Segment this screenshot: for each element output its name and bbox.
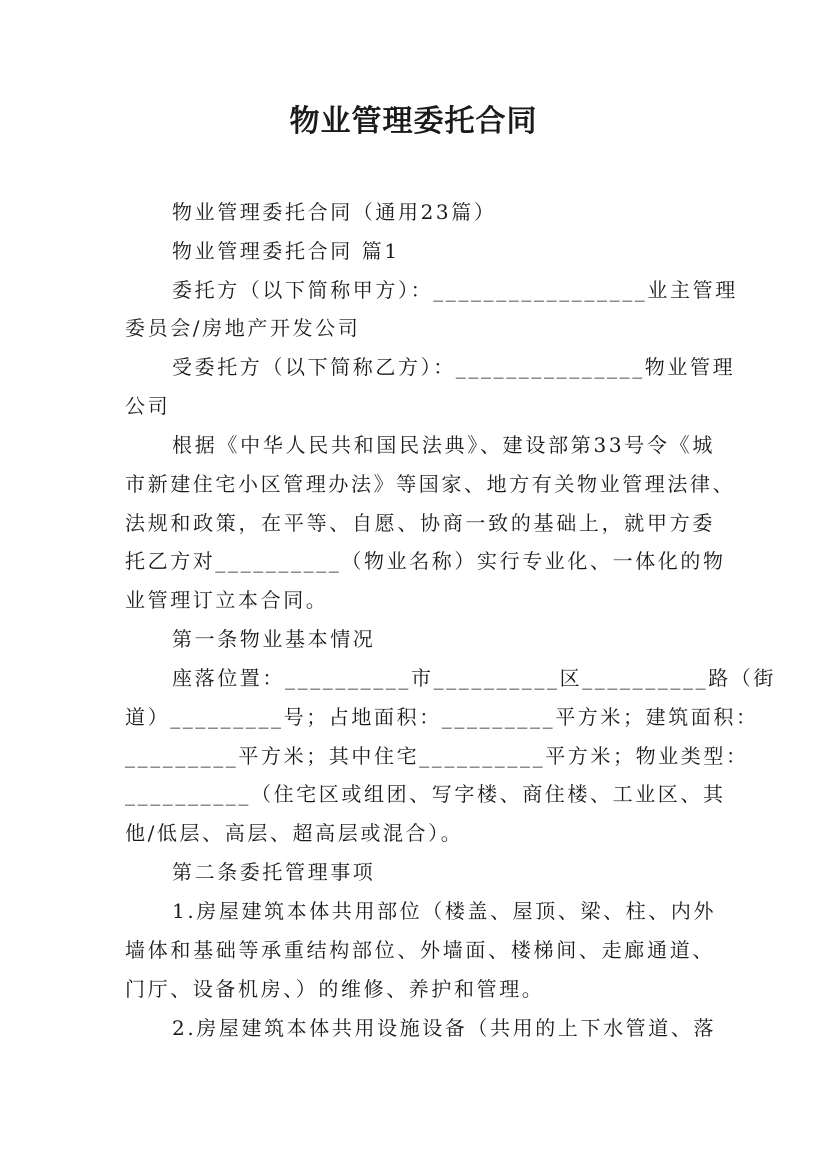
paragraph-line: 托乙方对__________（物业名称）实行专业化、一体化的物 bbox=[125, 549, 726, 573]
paragraph-line: 委托方（以下简称甲方）：_________________业主管理 bbox=[172, 278, 738, 302]
paragraph-line: 委员会/房地产开发公司 bbox=[125, 316, 361, 340]
paragraph-line: 1.房屋建筑本体共用部位（楼盖、屋顶、梁、柱、内外 bbox=[172, 899, 717, 923]
paragraph-line: 道）_________号；占地面积：_________平方米；建筑面积： bbox=[125, 705, 759, 729]
paragraph-line: 根据《中华人民共和国民法典》、建设部第33号令《城 bbox=[172, 433, 715, 457]
paragraph-line: 他/低层、高层、超高层或混合）。 bbox=[125, 821, 464, 845]
section-heading: 第一条物业基本情况 bbox=[172, 627, 376, 651]
paragraph-line: __________（住宅区或组团、写字楼、商住楼、工业区、其 bbox=[125, 782, 726, 806]
paragraph-line: 业管理订立本合同。 bbox=[125, 588, 329, 612]
paragraph-line: 座落位置：__________市__________区__________路（街 bbox=[172, 666, 776, 690]
paragraph-line: 法规和政策，在平等、自愿、协商一致的基础上，就甲方委 bbox=[125, 511, 715, 535]
paragraph-line: 门厅、设备机房、）的维修、养护和管理。 bbox=[125, 977, 545, 1001]
paragraph-line: 市新建住宅小区管理办法》等国家、地方有关物业管理法律、 bbox=[125, 472, 736, 496]
paragraph-line: 受委托方（以下简称乙方）：_______________物业管理 bbox=[172, 355, 736, 379]
paragraph-line: 墙体和基础等承重结构部位、外墙面、楼梯间、走廊通道、 bbox=[125, 938, 715, 962]
section-heading: 物业管理委托合同 篇1 bbox=[172, 239, 400, 263]
section-heading: 第二条委托管理事项 bbox=[172, 860, 376, 884]
paragraph-line: 2.房屋建筑本体共用设施设备（共用的上下水管道、落 bbox=[172, 1016, 717, 1040]
paragraph-line: 公司 bbox=[125, 394, 171, 418]
paragraph-line: _________平方米；其中住宅__________平方米；物业类型： bbox=[125, 744, 749, 768]
subtitle-line: 物业管理委托合同（通用23篇） bbox=[172, 200, 497, 224]
document-title: 物业管理委托合同 bbox=[289, 104, 538, 139]
